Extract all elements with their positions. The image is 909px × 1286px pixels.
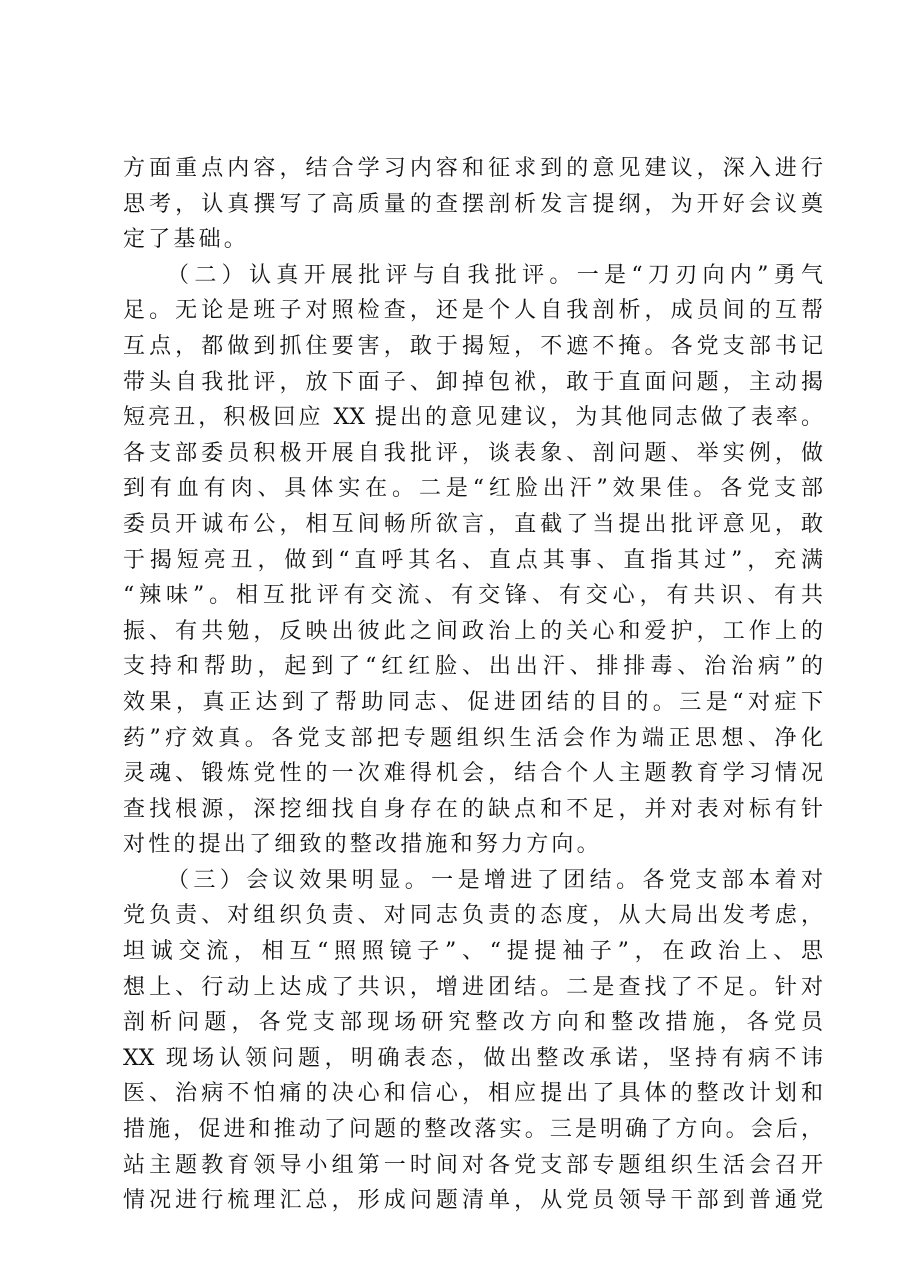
text-line: 于揭短亮丑，做到“直呼其名、直点其事、直指其过”，充满	[123, 547, 823, 573]
text-line: 对性的提出了细致的整改措施和努力方向。	[123, 832, 602, 858]
text-line: 支持和帮助，起到了“红红脸、出出汗、排排毒、治治病”的	[123, 654, 823, 680]
text-line: 思考，认真撰写了高质量的查摆剖析发言提纲，为开好会议奠	[123, 191, 823, 217]
text-line: 想上、行动上达成了共识，增进团结。二是查找了不足。针对	[123, 974, 823, 1000]
text-line: 药”疗效真。各党支部把专题组织生活会作为端正思想、净化	[123, 725, 823, 751]
text-line: 带头自我批评，放下面子、卸掉包袱，敢于直面问题，主动揭	[123, 369, 823, 395]
text-line: XX 现场认领问题，明确表态，做出整改承诺，坚持有病不讳	[123, 1045, 823, 1071]
text-line: 振、有共勉，反映出彼此之间政治上的关心和爱护，工作上的	[123, 618, 823, 644]
text-line: 站主题教育领导小组第一时间对各党支部专题组织生活会召开	[123, 1152, 823, 1178]
text-line: 到有血有肉、具体实在。二是“红脸出汗”效果佳。各党支部	[123, 476, 823, 502]
body-text	[123, 151, 823, 1219]
text-line: （三）会议效果明显。一是增进了团结。各党支部本着对	[167, 867, 823, 893]
text-line: 短亮丑，积极回应 XX 提出的意见建议，为其他同志做了表率。	[123, 405, 823, 431]
text-line: 党负责、对组织负责、对同志负责的态度，从大局出发考虑，	[123, 903, 823, 929]
text-line: 查找根源，深挖细找自身存在的缺点和不足，并对表对标有针	[123, 796, 823, 822]
text-line: 灵魂、锻炼党性的一次难得机会，结合个人主题教育学习情况	[123, 761, 823, 787]
text-line: “辣味”。相互批评有交流、有交锋、有交心，有共识、有共	[123, 583, 823, 609]
text-line: 委员开诚布公，相互间畅所欲言，直截了当提出批评意见，敢	[123, 511, 823, 537]
text-line: 情况进行梳理汇总，形成问题清单，从党员领导干部到普通党	[123, 1188, 823, 1214]
text-line: 措施，促进和推动了问题的整改落实。三是明确了方向。会后，	[123, 1117, 823, 1143]
text-line: 定了基础。	[123, 227, 250, 253]
text-line: 方面重点内容，结合学习内容和征求到的意见建议，深入进行	[123, 156, 823, 181]
text-line: 互点，都做到抓住要害，敢于揭短，不遮不掩。各党支部书记	[123, 333, 823, 359]
text-line: 效果，真正达到了帮助同志、促进团结的目的。三是“对症下	[123, 689, 823, 715]
text-line: 坦诚交流，相互“照照镜子”、“提提袖子”，在政治上、思	[123, 939, 823, 965]
text-line: （二）认真开展批评与自我批评。一是“刀刃向内”勇气	[167, 262, 823, 288]
text-line: 各支部委员积极开展自我批评，谈表象、剖问题、举实例，做	[123, 440, 823, 466]
text-line: 剖析问题，各党支部现场研究整改方向和整改措施，各党员	[123, 1010, 823, 1036]
text-line: 医、治病不怕痛的决心和信心，相应提出了具体的整改计划和	[123, 1081, 823, 1107]
text-line: 足。无论是班子对照检查，还是个人自我剖析，成员间的互帮	[123, 298, 823, 324]
